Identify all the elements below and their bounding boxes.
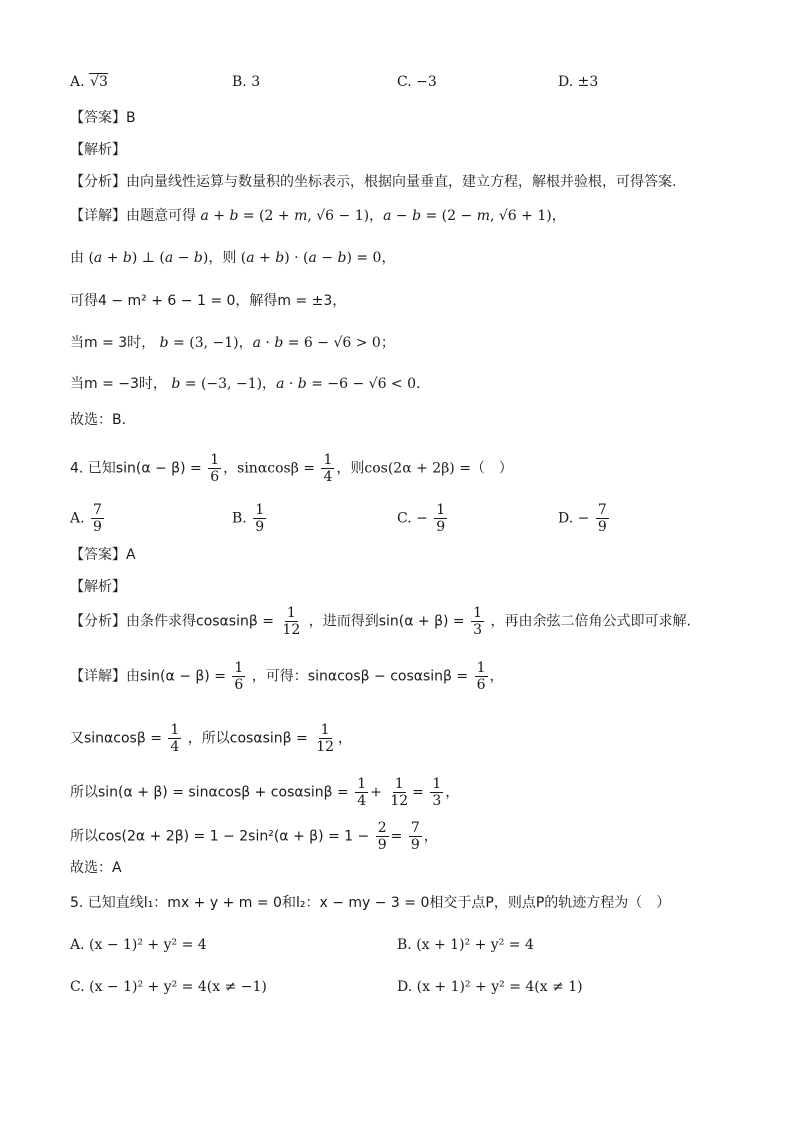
fraction: $\frac{1}{3}$ <box>473 605 483 638</box>
vector-sum-expr: a + b = (2 + m, √6 − 1)，a − b = (2 − m, √6 + 1)， <box>200 208 566 224</box>
fraction: $\frac{1}{6}$ <box>210 452 220 485</box>
fenxi-text: ，再由余弦二倍角公式即可求解. <box>490 613 691 630</box>
q5-option-b: B. (x + 1)² + y² = 4 <box>397 937 534 953</box>
fraction: $\frac{1}{9}$ <box>255 502 265 535</box>
detail-text: 又sinαcosβ = <box>70 730 162 747</box>
q4-detail-1: 【详解】由sin(α − β) = $\frac{1}{6}$ ，可得：sinαcosβ − cosαsinβ = $\frac{1}{6}$ ， <box>70 660 504 693</box>
q4-detail-4: 所以cos(2α + 2β) = 1 − 2sin²(α + β) = 1 − $\frac{2}{9}$ = $\frac{7}{9}$ ， <box>70 820 438 853</box>
sqrt-radicand: 3 <box>98 74 108 90</box>
fraction: $\frac{1}{12}$ <box>390 776 409 809</box>
detail-text: 所以cos(2α + 2β) = 1 − 2sin²(α + β) = 1 − <box>70 828 370 845</box>
fraction: $\frac{7}{9}$ <box>410 820 420 853</box>
q4-fenxi <box>70 605 691 638</box>
fraction: $\frac{1}{6}$ <box>476 660 486 693</box>
detail-label: 【详解】由题意可得 <box>70 208 196 224</box>
q4-option-c <box>397 502 449 535</box>
fraction: $\frac{1}{12}$ <box>316 722 335 755</box>
detail-text: 【详解】由sin(α − β) = <box>70 668 226 685</box>
q3-option-b: B. 3 <box>232 74 261 90</box>
sqrt-value: √3 <box>90 74 108 90</box>
fraction: $\frac{1}{6}$ <box>234 660 244 693</box>
detail-label: 当m = −3时， <box>70 376 167 392</box>
q3-option-d: D. ±3 <box>558 74 599 90</box>
fraction: $\frac{1}{4}$ <box>170 722 180 755</box>
q5-option-d: D. (x + 1)² + y² = 4(x ≠ 1) <box>397 979 583 995</box>
fraction: $\frac{1}{4}$ <box>357 776 367 809</box>
q5-stem: 5. 已知直线l₁：mx + y + m = 0和l₂：x − my − 3 = 0相交于点P，则点P的轨迹方程为（ ） <box>70 895 671 911</box>
q3-detail-3: 可得4 − m² + 6 − 1 = 0，解得m = ±3， <box>70 293 347 309</box>
stem-text: 4. 已知sin(α − β) = <box>70 460 202 477</box>
q3-detail-1 <box>70 206 566 226</box>
q4-option-a <box>70 502 106 535</box>
detail-label: 由 <box>70 250 84 266</box>
fenxi-text: 【分析】由条件求得cosαsinβ = <box>70 613 274 630</box>
q3-detail-2 <box>70 248 395 268</box>
fraction: $\frac{1}{3}$ <box>432 776 442 809</box>
detail-text: 所以sin(α + β) = sinαcosβ + cosαsinβ = <box>70 784 349 801</box>
q3-conclusion: 故选：B. <box>70 412 127 428</box>
q4-answer: 【答案】A <box>70 547 136 563</box>
fenxi-text: ，进而得到sin(α + β) = <box>308 613 465 630</box>
q3-option-a <box>70 72 108 92</box>
fraction: $\frac{1}{9}$ <box>436 502 446 535</box>
case-expr: b = (−3, −1)，a · b = −6 − √6 < 0. <box>171 376 421 392</box>
option-label: B. <box>232 510 247 527</box>
option-label: A. <box>70 510 85 527</box>
case-expr: b = (3, −1)，a · b = 6 − √6 > 0； <box>159 335 395 351</box>
q4-detail-3: 所以sin(α + β) = sinαcosβ + cosαsinβ = $\frac{1}{4}$ + $\frac{1}{12}$ = $\frac{1}{3}$ ， <box>70 776 460 809</box>
option-label: C. − <box>397 510 428 527</box>
q3-detail-5 <box>70 374 420 394</box>
detail-text: ，可得：sinαcosβ − cosαsinβ = <box>251 668 469 685</box>
fraction: $\frac{1}{4}$ <box>323 452 333 485</box>
fraction: $\frac{7}{9}$ <box>93 502 102 535</box>
q3-answer: 【答案】B <box>70 110 136 126</box>
q4-conclusion: 故选：A <box>70 860 122 876</box>
detail-label: 当m = 3时， <box>70 335 156 351</box>
q5-option-a: A. (x − 1)² + y² = 4 <box>70 937 207 953</box>
q3-option-c: C. −3 <box>397 74 437 90</box>
perpendicular-expr: (a + b) ⊥ (a − b)，则 (a + b) · (a − b) = 0， <box>88 250 396 266</box>
q3-analysis-head: 【解析】 <box>70 142 126 158</box>
q3-fenxi: 【分析】由向量线性运算与数量积的坐标表示，根据向量垂直，建立方程，解根并验根，可得答案. <box>70 174 677 190</box>
option-a-label: A. <box>70 74 85 90</box>
fraction: $\frac{7}{9}$ <box>597 502 607 535</box>
detail-text: ，所以cosαsinβ = <box>187 730 308 747</box>
q4-analysis-head: 【解析】 <box>70 579 126 595</box>
fraction: $\frac{2}{9}$ <box>377 820 387 853</box>
q3-detail-4 <box>70 333 395 353</box>
q4-detail-2: 又sinαcosβ = $\frac{1}{4}$ ，所以cosαsinβ = $\frac{1}{12}$ ， <box>70 722 353 755</box>
q4-stem: 4. 已知sin(α − β) = $\frac{1}{6}$ ，sinαcosβ = $\frac{1}{4}$ ，则cos(2α + 2β) =（ ） <box>70 452 513 485</box>
q5-option-c: C. (x − 1)² + y² = 4(x ≠ −1) <box>70 979 267 995</box>
option-label: D. − <box>558 510 590 527</box>
q4-option-d <box>558 502 611 535</box>
q4-option-b <box>232 502 268 535</box>
fraction: $\frac{1}{12}$ <box>282 605 301 638</box>
